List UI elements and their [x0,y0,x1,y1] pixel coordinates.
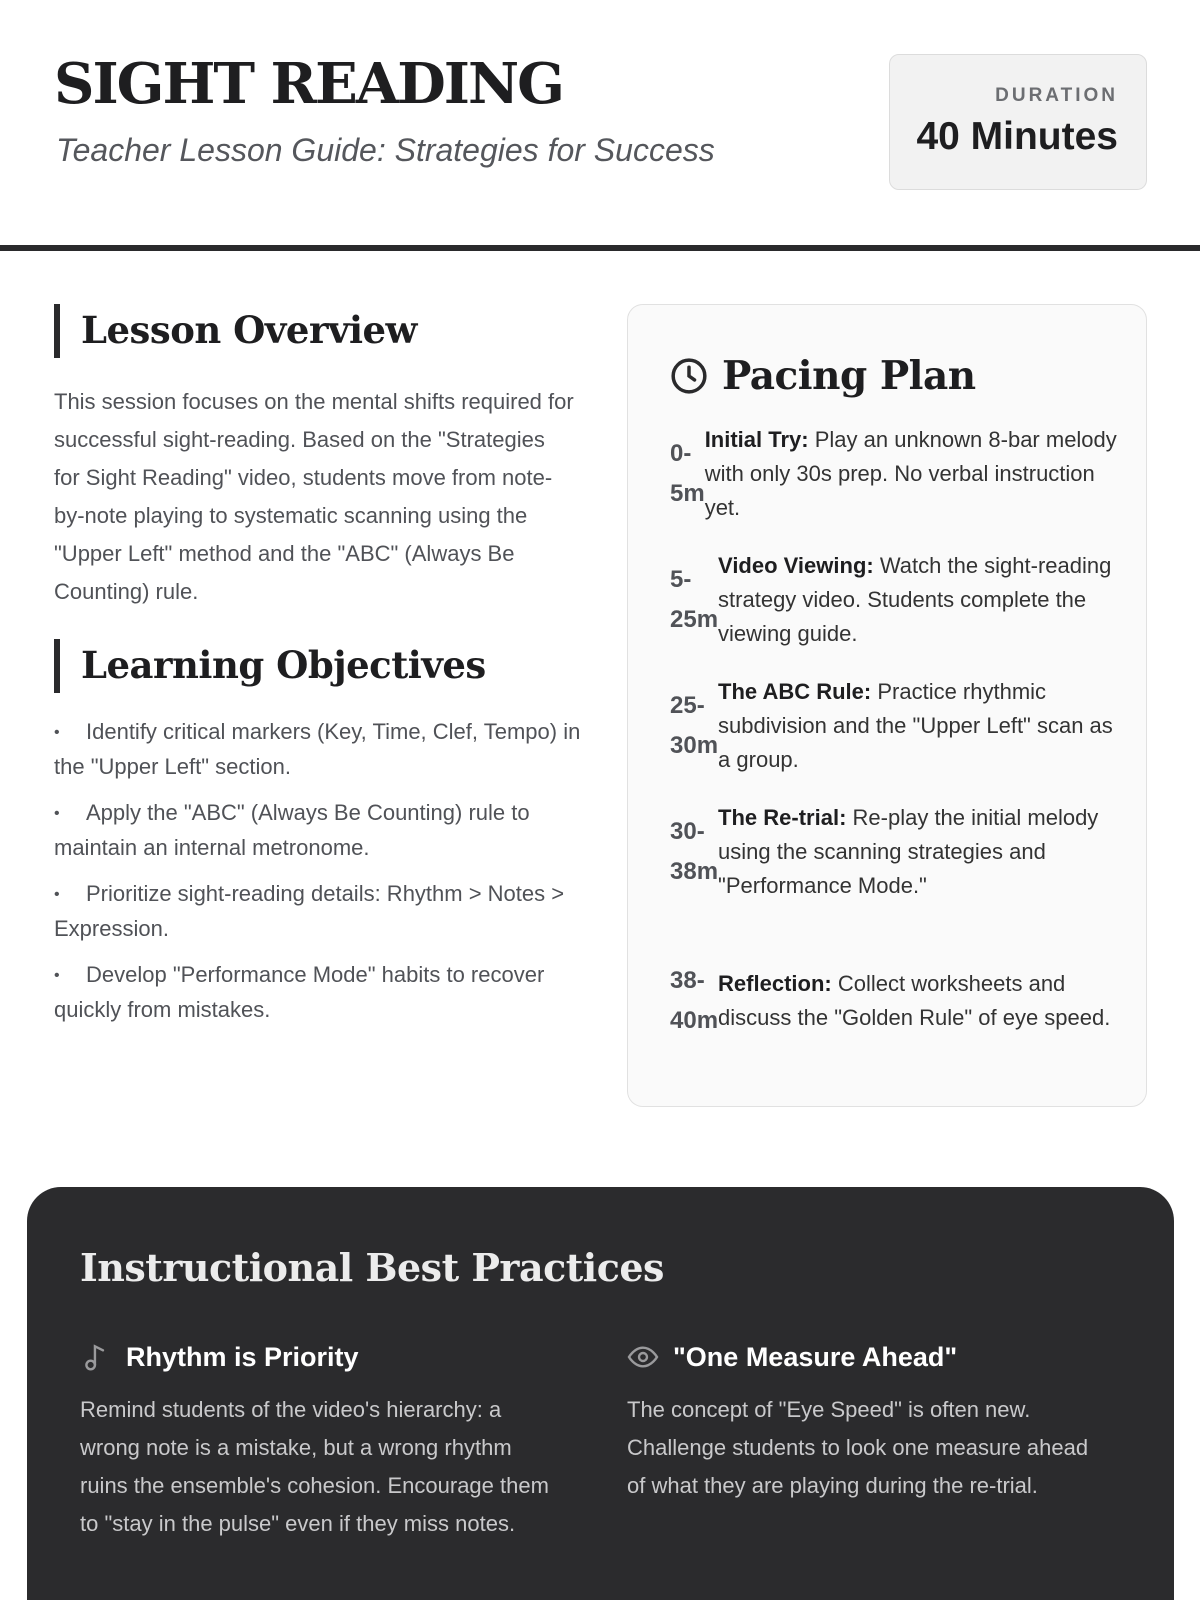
pacing-label: The Re-trial: [718,805,847,830]
eye-icon [627,1341,659,1373]
pacing-description [718,549,1120,651]
best-practices-panel [27,1187,1174,1600]
page-title: SIGHT READING [54,51,563,117]
page-header [0,0,1200,251]
pacing-time: 38- 40m [670,967,719,1034]
pacing-description [718,967,1120,1035]
overview-text: This session focuses on the mental shifts required for successful sight-reading. Based on the "Strategies for Sight Reading" video, students move from note-by-note playing to systematic scanning using the "Upper Left" method and the "ABC" (Always Be Counting) rule. [54,389,574,604]
pacing-time: 25- 30m [670,692,719,759]
pacing-text: Watch the sight-reading strategy video. Students complete the viewing guide. [718,553,1112,646]
pacing-description [718,675,1120,777]
pacing-row [670,675,1120,777]
objective-item: • Prioritize sight-reading details: Rhythm > Notes > Expression. [54,881,565,941]
pacing-text: Re-play the initial melody using the scanning strategies and "Performance Mode." [718,805,1099,898]
tip-text: The concept of "Eye Speed" is often new. Challenge students to look one measure ahead of what they are playing during the re-trial. [627,1397,1089,1498]
objective-item: • Apply the "ABC" (Always Be Counting) rule to maintain an internal metronome. [54,800,530,860]
pacing-row [670,801,1120,903]
tip-title: "One Measure Ahead" [673,1341,958,1372]
pacing-text: Collect worksheets and discuss the "Golden Rule" of eye speed. [718,971,1111,1030]
practice-tip [80,1339,550,1543]
pacing-time: 0- 5m [670,440,705,507]
practice-tip [627,1339,1097,1505]
pacing-label: Video Viewing: [718,553,874,578]
objective-item: • Develop "Performance Mode" habits to recover quickly from mistakes. [54,962,545,1022]
objectives-list [54,715,584,1039]
pacing-label: Reflection: [718,971,832,996]
objective-item: • Identify critical markers (Key, Time, Clef, Tempo) in the "Upper Left" section. [54,719,581,779]
pacing-header [670,353,976,399]
pacing-text: Play an unknown 8-bar melody with only 30s prep. No verbal instruction yet. [704,427,1117,520]
pacing-time: 5- 25m [670,566,719,633]
pacing-description [718,801,1120,903]
pacing-label: Initial Try: [704,427,809,452]
pacing-row [670,423,1120,525]
duration-value: 40 Minutes [916,115,1118,158]
pacing-time: 30- 38m [670,818,719,885]
overview-heading: Lesson Overview [54,304,417,358]
duration-box [889,54,1147,190]
tip-text: Remind students of the video's hierarchy: a wrong note is a mistake, but a wrong rhythm ruins the ensemble's cohesion. Encourage them to "stay in the pulse" even if they miss notes. [80,1397,549,1536]
objective-text: Identify critical markers (Key, Time, Clef, Tempo) in the "Upper Left" section. [54,719,581,779]
pacing-text: Practice rhythmic subdivision and the "Upper Left" scan as a group. [718,679,1113,772]
clock-icon [670,357,708,395]
pacing-plan-card [627,304,1147,1107]
objective-text: Prioritize sight-reading details: Rhythm > Notes > Expression. [54,881,565,941]
music-note-icon [80,1341,112,1373]
pacing-title: Pacing Plan [722,353,976,399]
objective-text: Apply the "ABC" (Always Be Counting) rule to maintain an internal metronome. [54,800,530,860]
pacing-row [670,549,1120,651]
best-practices-title: Instructional Best Practices [80,1245,664,1290]
tip-title: Rhythm is Priority [126,1341,359,1372]
pacing-description [705,423,1120,525]
duration-label: DURATION [995,85,1118,106]
pacing-label: The ABC Rule: [718,679,872,704]
objective-text: Develop "Performance Mode" habits to recover quickly from mistakes. [54,962,545,1022]
pacing-row [670,961,1120,1041]
page-subtitle: Teacher Lesson Guide: Strategies for Success [56,132,715,168]
objectives-heading: Learning Objectives [54,639,486,693]
